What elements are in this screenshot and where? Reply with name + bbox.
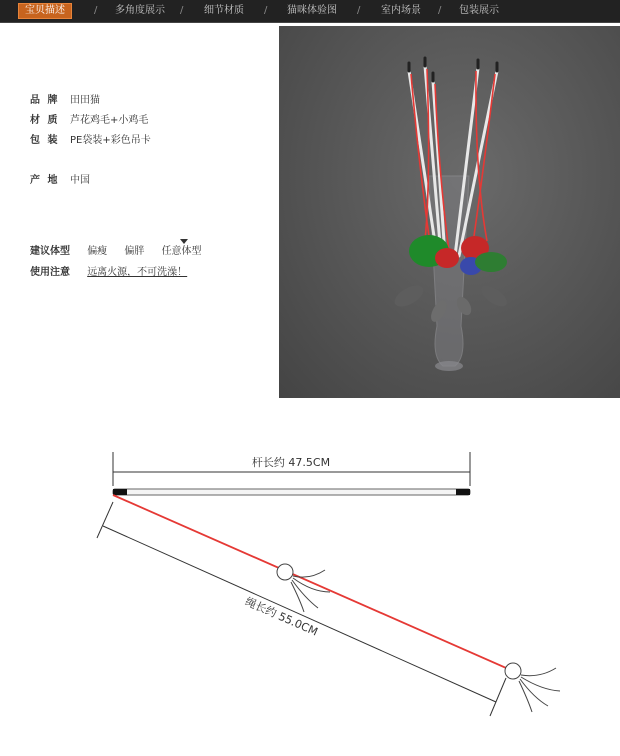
spec-package [30, 131, 151, 146]
tab-separator: / [438, 5, 442, 16]
product-photo [279, 26, 620, 398]
tab-separator: / [357, 5, 361, 16]
rope-dimension-right-tick [490, 678, 506, 716]
spec-brand-value: 田田猫 [70, 95, 100, 106]
length-diagram [0, 410, 620, 756]
feather-toy-middle [277, 564, 330, 612]
spec-brand [30, 91, 100, 106]
tab-cat-experience[interactable]: 猫咪体验图 [287, 5, 337, 16]
spec-brand-key: 品 牌 [30, 95, 60, 106]
rod-length-label: 杆长约 47.5CM [251, 456, 331, 469]
cat-teaser-wands-image [279, 26, 620, 398]
spec-material-value: 芦花鸡毛+小鸡毛 [70, 115, 149, 126]
spec-material [30, 111, 148, 126]
tab-separator: / [180, 5, 184, 16]
spec-origin-value: 中国 [70, 175, 90, 186]
feather-toy-end [505, 663, 560, 712]
spec-material-key: 材 质 [30, 115, 60, 126]
usage-notice-value: 远离火源，不可洗澡！ [87, 267, 188, 278]
rod-tip [113, 489, 127, 495]
spec-package-value: PE袋装+彩色吊卡 [70, 135, 151, 146]
body-type-key: 建议体型 [30, 246, 70, 257]
spec-origin [30, 171, 90, 186]
tab-packaging[interactable]: 包装展示 [459, 5, 499, 16]
body-type-option-fat: 偏胖 [124, 246, 145, 257]
tab-separator: / [94, 5, 98, 16]
rod-handle [456, 489, 470, 495]
rod [113, 489, 470, 495]
tab-multi-angle[interactable]: 多角度展示 [115, 5, 165, 16]
tab-indoor-scene[interactable]: 室内场景 [381, 5, 421, 16]
usage-notice-row [30, 263, 187, 278]
rope-length-label: 绳长约 55.0CM [243, 594, 320, 639]
body-type-row [30, 242, 216, 257]
tab-description[interactable]: 宝贝描述 [18, 3, 72, 19]
usage-notice-key: 使用注意 [30, 267, 70, 278]
rope [113, 495, 513, 671]
spec-package-key: 包 装 [30, 135, 60, 146]
spec-origin-key: 产 地 [30, 175, 60, 186]
body-type-option-any: 任意体型 [161, 246, 202, 257]
tab-detail-material[interactable]: 细节材质 [204, 5, 244, 16]
rope-dimension-line [103, 526, 496, 702]
rope-dimension-left-tick [97, 502, 113, 538]
top-tab-bar [0, 0, 620, 23]
tab-separator: / [264, 5, 268, 16]
body-type-option-slim: 偏瘦 [87, 246, 108, 257]
